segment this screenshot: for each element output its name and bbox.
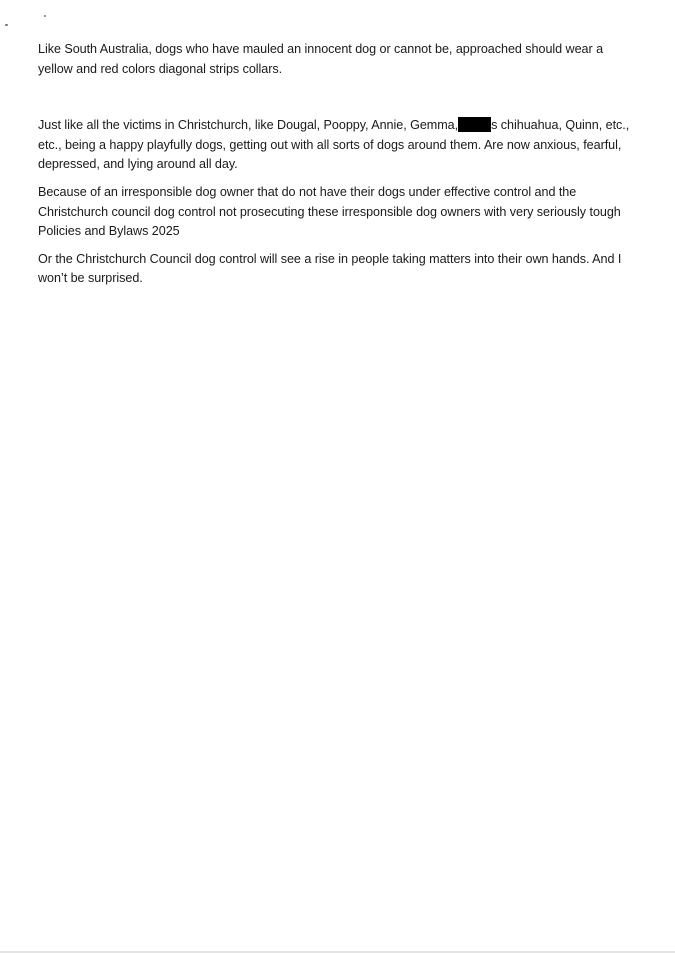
redaction-block	[458, 117, 491, 132]
scan-speck	[44, 15, 46, 17]
page-bottom-edge	[0, 951, 675, 953]
paragraph-victims-end: s chihuahua, Quinn, etc., etc., being a happy playfully dogs, getting out with all sorts of dogs around them. Are now anxious, fearful, depressed, and lying around all day.	[38, 118, 630, 172]
paragraph-irresponsible-owners: Because of an irresponsible dog owner that do not have their dogs under effective control and the Christchurch council dog control not prosecuting these irresponsible dog owners with very seriously tough Policies and Bylaws 2025	[38, 184, 621, 239]
paragraph-victims-start: Just like all the victims in Christchurch, like Dougal, Pooppy, Annie, Gemma,	[38, 118, 459, 133]
paragraph-victims	[38, 116, 638, 175]
paragraph-collars: Like South Australia, dogs who have mauled an innocent dog or cannot be, approached should wear a yellow and red colors diagonal strips collars.	[38, 42, 604, 76]
scan-speck	[5, 24, 8, 26]
paragraph-consequences: Or the Christchurch Council dog control will see a rise in people taking matters into their own hands. And I won’t be surprised.	[38, 251, 622, 286]
document-body	[38, 40, 638, 289]
